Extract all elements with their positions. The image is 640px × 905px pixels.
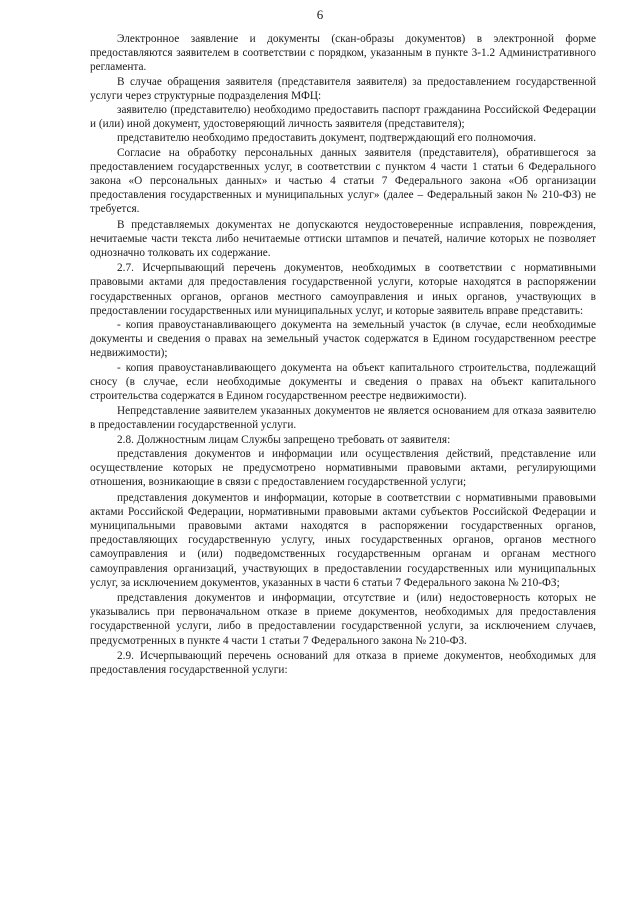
document-body xyxy=(90,32,596,677)
paragraph-representative-authority: представителю необходимо предоставить документ, подтверждающий его полномочия. xyxy=(117,132,537,145)
paragraph-electronic-application: Электронное заявление и документы (скан-образы документов) в электронной форме предоставляются заявителем в соответствии с порядком, указанным в пункте 3-1.2 Административного регламента. xyxy=(90,33,596,74)
paragraph-prohibited-actions: представления документов и информации или осуществления действий, представление или осуществление которых не предусмотрено нормативными правовыми актами, регулирующими отношения, возникающие в связи с предоставлением государственной услуги; xyxy=(90,447,596,489)
page-number: 6 xyxy=(316,7,324,22)
paragraph-prohibited-missing-info: представления документов и информации, отсутствие и (или) недостоверность которых не указывались при первоначальном отказе в приеме документов, необходимых для предоставления государственной услуги, либо в предоставлении государственной услуги, за исключением случаев, предусмотренных в пункте 4 части 1 статьи 7 Федерального закона № 210-ФЗ. xyxy=(90,591,596,647)
paragraph-non-submission: Непредставление заявителем указанных документов не является основанием для отказа заявителю в предоставлении государственной услуги. xyxy=(90,405,596,432)
paragraph-2-7: 2.7. Исчерпывающий перечень документов, необходимых в соответствии с нормативными правовыми актами для предоставления государственной услуги, которые находятся в распоряжении государственных органов, органов местного самоуправления и иных органов, участвующих в предоставлении государственных или муниципальных услуг, и которые заявитель вправе представить: xyxy=(90,262,596,317)
paragraph-2-9: 2.9. Исчерпывающий перечень оснований для отказа в приеме документов, необходимых для предоставления государственной услуги: xyxy=(90,649,596,676)
paragraph-corrections-not-allowed: В представляемых документах не допускаются неудостоверенные исправления, повреждения, нечитаемые части текста либо нечитаемые оттиски штампов и печатей, наличие которых не позволяет однозначно толковать их содержание. xyxy=(90,218,596,260)
paragraph-mfc-request: В случае обращения заявителя (представителя заявителя) за предоставлением государственной услуги через структурные подразделения МФЦ: xyxy=(90,75,596,102)
paragraph-prohibited-documents: представления документов и информации, которые в соответствии с нормативными правовыми актами Российской Федерации, нормативными правовыми актами субъектов Российской Федерации и муниципальными правовыми актами находятся в распоряжении государственных органов, предоставляющих государственную услугу, иных государственных органов, органов местного самоуправления и (или) подведомственных государственным органам и органам местного самоуправления организаций, участвующих в предоставлении государственных или муниципальных услуг, за исключением документов, указанных в части 6 статьи 7 Федерального закона № 210-ФЗ; xyxy=(90,491,596,589)
paragraph-2-8: 2.8. Должностным лицам Службы запрещено требовать от заявителя: xyxy=(117,433,451,446)
list-item-construction-object-copy: - копия правоустанавливающего документа на объект капитального строительства, подлежащий сносу (в случае, если необходимые документы и сведения о правах на объект капитального строительства содержатся в Едином государственном реестре недвижимости). xyxy=(90,361,596,403)
list-item-land-plot-copy: - копия правоустанавливающего документа на земельный участок (в случае, если необходимые документы и сведения о правах на земельный участок содержатся в Едином государственном реестре недвижимости); xyxy=(90,319,596,360)
paragraph-personal-data-consent: Согласие на обработку персональных данных заявителя (представителя), обратившегося за предоставлением государственных услуг, в соответствии с пунктом 4 части 1 статьи 6 Федерального закона «О персональных данных» и частью 4 статьи 7 Федерального закона «Об организации предоставления государственных и муниципальных услуг» (далее – Федеральный закон № 210-ФЗ) не требуется. xyxy=(90,146,596,216)
paragraph-applicant-passport: заявителю (представителю) необходимо предоставить паспорт гражданина Российской Федерации и (или) иной документ, удостоверяющий личность заявителя (представителя); xyxy=(90,104,596,131)
